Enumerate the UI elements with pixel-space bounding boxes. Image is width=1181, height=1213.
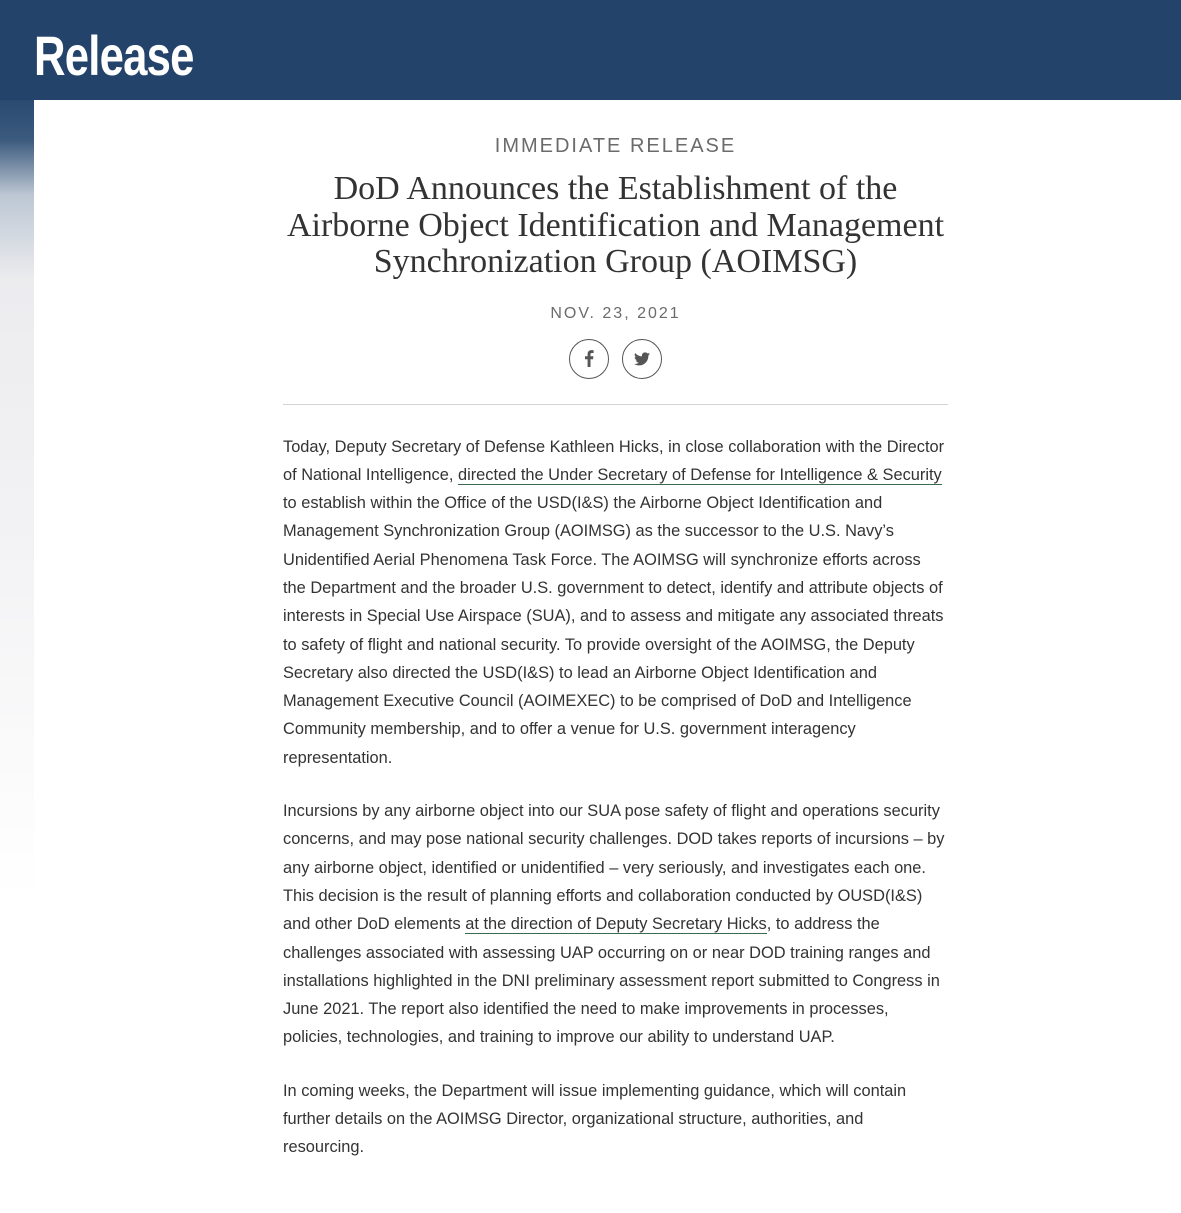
body-paragraph-3: In coming weeks, the Department will issue implementing guidance, which will contain further details on the AOIMSG Director, organizational structure, authorities, and resourcing. (283, 1081, 907, 1157)
press-release-article (283, 100, 948, 1187)
facebook-icon (584, 350, 594, 367)
paragraph-text: Incursions by any airborne object into our SUA pose safety of flight and operations security concerns, and may pose national security challenges. DOD takes reports of incursions – by any airborne object, identified or unidentified – very seriously, and investigates each one. This decision is the result of planning efforts and collaboration conducted by OUSD(I&S) and other DoD elements (283, 802, 945, 934)
left-gradient-strip (0, 100, 34, 900)
facebook-share-button[interactable] (569, 339, 609, 379)
article-headline: DoD Announces the Establishment of the Airborne Object Identification and Management Synchronization Group (AOIMSG) (286, 170, 945, 280)
article-body (283, 433, 948, 1162)
usd-is-directive-link[interactable]: directed the Under Secretary of Defense for Intelligence & Security (457, 465, 942, 484)
twitter-icon (634, 352, 650, 366)
deputy-secretary-direction-link[interactable]: at the direction of Deputy Secretary Hicks (465, 915, 767, 934)
release-type-label: IMMEDIATE RELEASE (494, 135, 737, 157)
header-divider (283, 404, 948, 405)
share-buttons (283, 339, 948, 381)
paragraph-text: , to address the challenges associated with assessing UAP occurring on or near DOD training ranges and installations highlighted in the DNI preliminary assessment report submitted to Congress in June 2021. The report also identified the need to make improvements in processes, policies, technologies, and training to improve our ability to understand UAP. (283, 915, 940, 1047)
body-paragraph-2 (283, 797, 948, 1052)
banner-title: Release (34, 24, 194, 87)
twitter-share-button[interactable] (622, 339, 662, 379)
paragraph-text: to establish within the Office of the USD(I&S) the Airborne Object Identification and Management Synchronization Group (AOIMSG) as the successor to the U.S. Navy’s Unidentified Aerial Phenomena Task Force. The AOIMSG will synchronize efforts across the Department and the broader U.S. government to detect, identify and attribute objects of interests in Special Use Airspace (SUA), and to assess and mitigate any associated threats to safety of flight and national security. To provide oversight of the AOIMSG, the Deputy Secretary also directed the USD(I&S) to lead an Airborne Object Identification and Management Executive Council (AOIMEXEC) to be comprised of DoD and Intelligence Community membership, and to offer a venue for U.S. government interagency representation. (283, 494, 944, 767)
publish-date: NOV. 23, 2021 (550, 304, 681, 322)
paragraph-text: Today, Deputy Secretary of Defense Kathleen Hicks, in close collaboration with the Director of National Intelligence, (283, 437, 945, 484)
body-paragraph-1 (283, 433, 948, 773)
top-banner (0, 0, 1181, 100)
